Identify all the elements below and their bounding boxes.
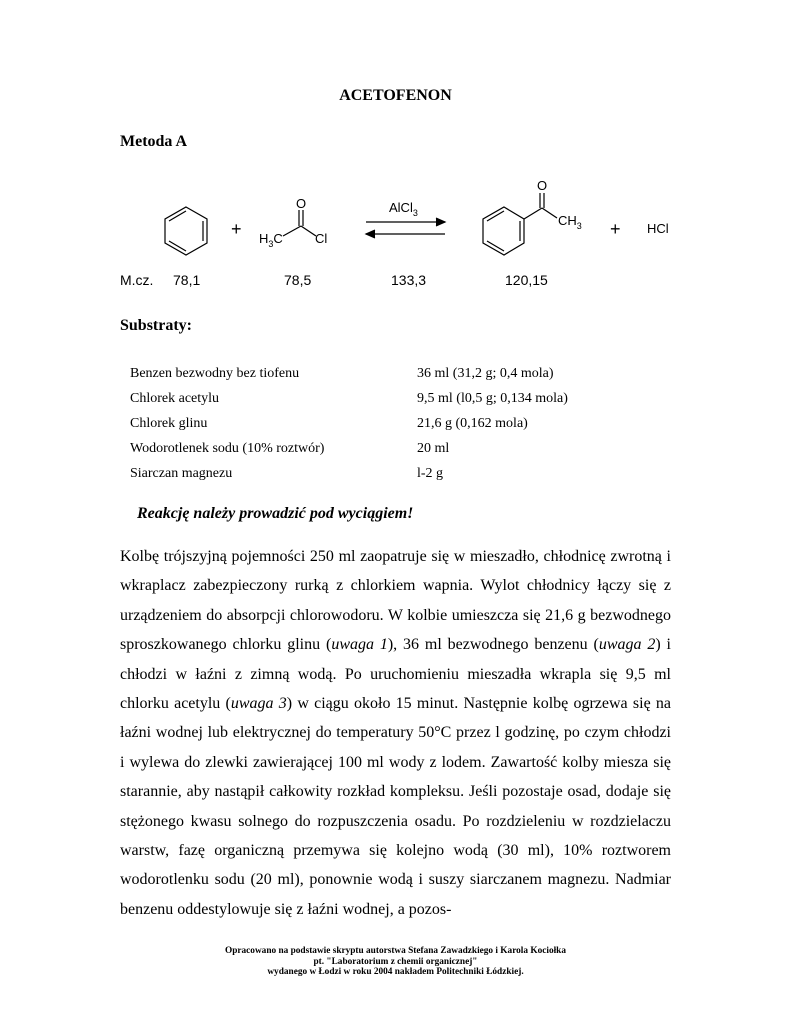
substrate-amount: 36 ml (31,2 g; 0,4 mola) <box>417 366 554 382</box>
substrate-name: Benzen bezwodny bez tiofenu <box>130 366 300 382</box>
substrate-amount: l-2 g <box>417 465 444 481</box>
page-footer <box>0 946 791 978</box>
procedure-text-4: ) w ciągu około 15 minut. Następnie kolbę ogrzewa się na łaźni wodnej lub elektrycznej do temperatury 50°C przez l godzinę, po czym chłodzi i wylewa do zlewki zawierającej 100 ml wody z lodem. Zawartość kolby miesza się starannie, aby nastąpił całkowity rozkład kompleksu. Jeśli pozostaje osad, dodaje się stężonego kwasu solnego do rozpuszczenia osadu. Po rozdzieleniu w rozdzielaczu warstw, fazę organiczną przemywa się kolejno wodą (30 ml), 10% roztworem wodorotlenku sodu (20 ml), ponownie wodą i suszy siarczanem magnezu. Nadmiar benzenu oddestylowuje się z łaźni wodnej, a pozos- <box>120 695 671 918</box>
method-heading: Metoda A <box>120 133 188 150</box>
substrate-name: Wodorotlenek sodu (10% roztwór) <box>130 440 325 456</box>
plus-sign-1: + <box>231 219 242 239</box>
procedure-text-2: ), 36 ml bezwodnego benzenu ( <box>387 636 599 654</box>
methyl-group-label: $H_3C$ <box>259 231 283 249</box>
procedure-paragraph <box>120 542 671 924</box>
footer-line-1: Opracowano na podstawie skryptu autorstwa Stefana Zawadzkiego i Karola Kociołka <box>225 946 566 956</box>
substrates-heading: Substraty: <box>120 317 193 334</box>
note-reference-2: uwaga 2 <box>598 636 656 654</box>
catalyst-label: AlCl$_3$ <box>389 200 418 218</box>
molar-mass-acetyl-chloride: 78,5 <box>284 272 312 288</box>
molar-mass-benzene: 78,1 <box>173 272 201 288</box>
equilibrium-arrows <box>366 218 445 238</box>
table-row <box>130 461 568 486</box>
footer-line-3: wydanego w Łodzi w roku 2004 nakładem Politechniki Łódzkiej. <box>267 967 524 977</box>
table-row <box>130 387 568 412</box>
note-reference-3: uwaga 3 <box>230 695 287 713</box>
acetyl-chloride-structure <box>259 196 327 249</box>
substrates-table <box>130 362 568 486</box>
table-row <box>130 436 568 461</box>
molar-mass-row <box>0 272 791 294</box>
substrate-amount: 9,5 ml (l0,5 g; 0,134 mola) <box>417 391 568 407</box>
byproduct-label: HCl <box>647 221 669 236</box>
substrate-amount: 20 ml <box>417 440 450 456</box>
molar-mass-aluminium-chloride: 133,3 <box>391 272 427 288</box>
plus-sign-2: + <box>610 219 621 239</box>
table-row <box>130 362 568 387</box>
molar-mass-acetophenone: 120,15 <box>505 272 548 288</box>
page-title: ACETOFENON <box>339 87 452 104</box>
substrate-name: Siarczan magnezu <box>130 465 233 481</box>
footer-line-2: pt. "Laboratorium z chemii organicznej" <box>313 956 478 967</box>
substrate-amount: 21,6 g (0,162 mola) <box>417 415 528 431</box>
table-row <box>130 412 568 437</box>
benzene-structure <box>165 207 207 255</box>
substrate-name: Chlorek acetylu <box>130 391 220 407</box>
molar-mass-label: M.cz. <box>120 272 154 288</box>
note-reference-1: uwaga 1 <box>331 636 388 654</box>
carbonyl-oxygen-label: O <box>537 178 548 193</box>
acetyl-oxygen-label: O <box>296 196 307 211</box>
substrate-name: Chlorek glinu <box>130 415 208 431</box>
safety-warning: Reakcję należy prowadzić pod wyciągiem! <box>137 505 414 522</box>
chlorine-label: Cl <box>315 231 328 246</box>
acetophenone-structure <box>483 193 557 255</box>
product-methyl-label: $CH_3$ <box>558 213 582 231</box>
procedure-text-1: Kolbę trójszyjną pojemności 250 ml zaopatruje się w mieszadło, chłodnicę zwrotną i wkraplacz zabezpieczony rurką z chlorkiem wapnia. Wylot chłodnicy łączy się z urządzeniem do absorpcji chlorowodoru. W kolbie umieszcza się 21,6 g bezwodnego sproszkowanego chlorku glinu ( <box>120 548 671 654</box>
procedure-text-3: ) i chłodzi w łaźni z zimną wodą. Po uruchomieniu mieszadła wkrapla się 9,5 ml chlorku acetylu ( <box>120 636 672 713</box>
reaction-scheme <box>0 170 791 270</box>
